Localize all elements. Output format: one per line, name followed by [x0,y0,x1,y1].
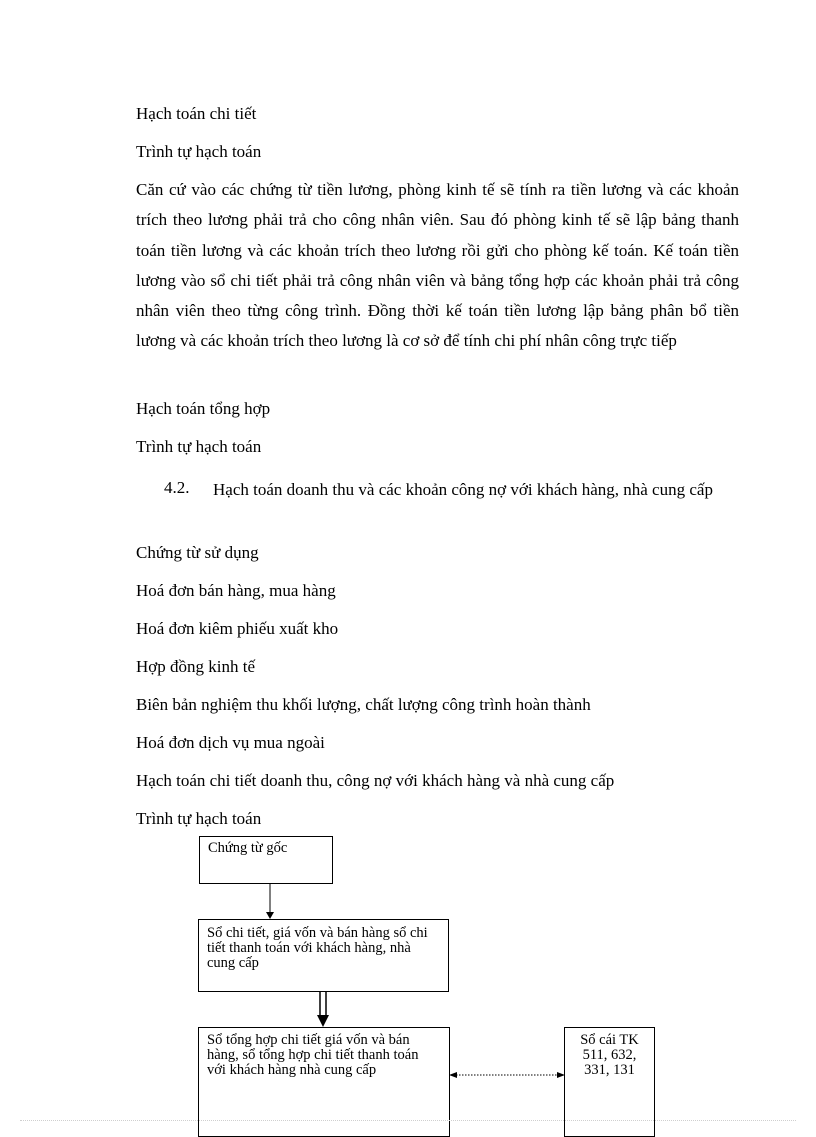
heading-documents-used: Chứng từ sử dụng [136,543,259,562]
list-item-sales-invoice: Hoá đơn bán hàng, mua hàng [136,581,336,600]
flow-box-source-documents-label: Chứng từ gốc [208,840,288,856]
flow-box-detail-ledgers [198,919,449,992]
flow-box-summary-ledgers-label: Sổ tổng hợp chi tiết giá vốn và bán hàng, sổ tổng hợp chi tiết thanh toán với khách hàng nhà cung cấp [207,1032,419,1078]
heading-general-accounting: Hạch toán tổng hợp [136,399,271,418]
heading-procedure-2: Trình tự hạch toán [136,437,262,456]
list-item-service-invoice: Hoá đơn dịch vụ mua ngoài [136,733,325,752]
section-number: 4.2. [164,478,190,497]
heading-procedure: Trình tự hạch toán [136,142,262,161]
salary-procedure-paragraph: Căn cứ vào các chứng từ tiền lương, phòng kinh tế sẽ tính ra tiền lương và các khoản trích theo lương phải trả cho công nhân viên. Sau đó phòng kinh tế sẽ lập bảng thanh toán tiền lương và các khoản trích theo lương rồi gửi cho phòng kế toán. Kế toán tiền lương vào sổ chi tiết phải trả công nhân viên và bảng tổng hợp các khoản phải trả công nhân viên theo từng công trình. Đồng thời kế toán tiền lương lập bảng phân bổ tiền lương và các khoản trích theo lương là cơ sở để tính chi phí nhân công trực tiếp [136,180,739,351]
arrowhead-box3 [317,1015,329,1027]
flow-box-detail-ledgers-label: Sổ chi tiết, giá vốn và bán hàng sổ chi tiết thanh toán với khách hàng, nhà cung cấp [207,925,428,971]
list-item-delivery-invoice: Hoá đơn kiêm phiếu xuất kho [136,619,339,638]
flow-box-source-documents [199,836,333,884]
list-item-acceptance-record: Biên bản nghiệm thu khối lượng, chất lượng công trình hoàn thành [136,695,591,714]
arrowhead-left [449,1072,457,1078]
page-bottom-rule [20,1120,796,1121]
list-item-contract: Hợp đồng kinh tế [136,657,256,676]
heading-detail-accounting: Hạch toán chi tiết [136,104,257,123]
heading-procedure-3: Trình tự hạch toán [136,809,262,828]
flow-box-general-ledger-label: Sổ cái TK 511, 632, 331, 131 [580,1032,639,1078]
section-title: Hạch toán doanh thu và các khoản công nợ với khách hàng, nhà cung cấp [213,480,713,499]
heading-revenue-detail: Hạch toán chi tiết doanh thu, công nợ với khách hàng và nhà cung cấp [136,771,615,790]
arrowhead-box2 [266,912,274,919]
